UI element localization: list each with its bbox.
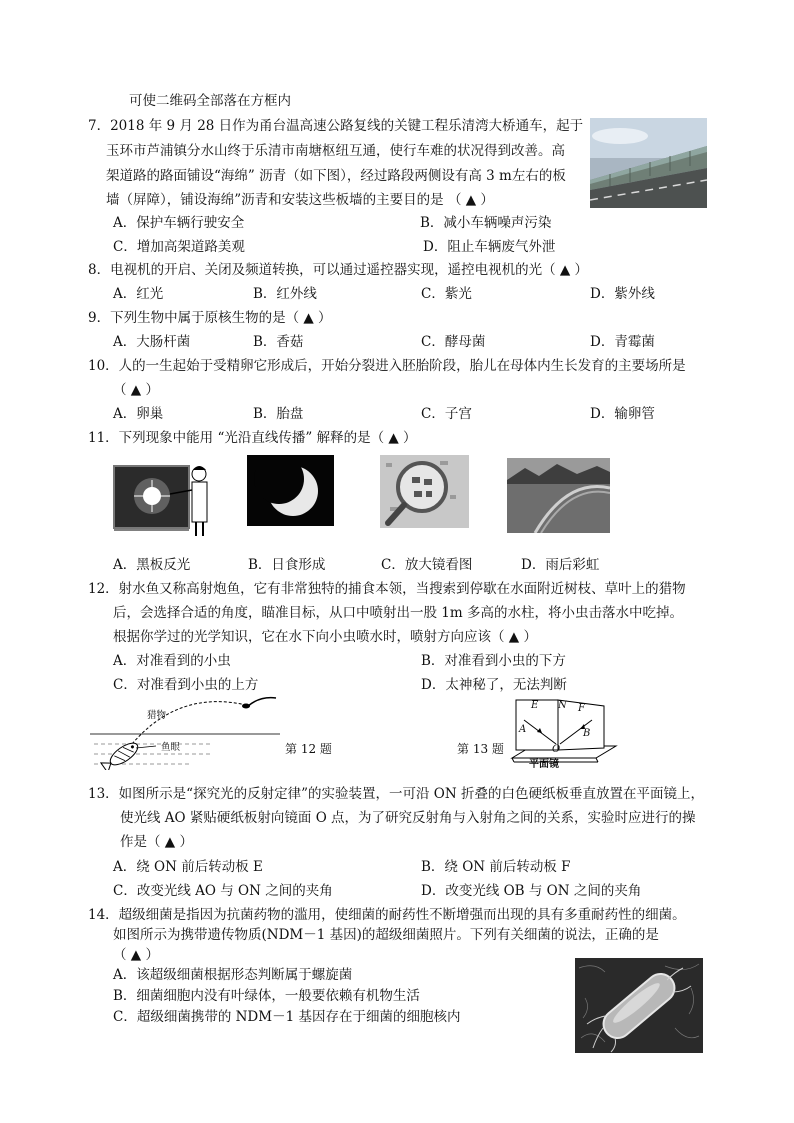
intro-line: 可使二维码全部落在方框内 <box>129 93 291 109</box>
q10-option-b[interactable]: B．胎盘 <box>253 406 304 422</box>
q14-option-c[interactable]: C．超级细菌携带的 NDM－1 基因存在于细菌的细胞核内 <box>113 1009 461 1025</box>
q7-line-3: 架道路的路面铺设“海绵” 沥青（如下图），经过路段两侧设有高 3 m左右的板 <box>106 168 566 184</box>
q12-option-d[interactable]: D．太神秘了，无法判断 <box>421 677 567 693</box>
q14-line-3: （ ▲ ） <box>113 947 159 963</box>
figure-13-caption: 第 13 题 <box>457 742 504 756</box>
figure-12-caption: 第 12 题 <box>285 742 332 756</box>
q11-option-d[interactable]: D．雨后彩虹 <box>521 557 600 573</box>
q12-option-c[interactable]: C．对准看到小虫的上方 <box>113 677 259 693</box>
q8-option-d[interactable]: D．紫外线 <box>590 286 655 302</box>
q13-option-b[interactable]: B．绕 ON 前后转动板 F <box>421 859 571 875</box>
q7-option-d[interactable]: D．阻止车辆废气外泄 <box>423 239 556 255</box>
q9-stem: 9．下列生物中属于原核生物的是（ ▲ ） <box>88 310 332 326</box>
label-a: A <box>519 724 527 735</box>
q9-option-a[interactable]: A．大肠杆菌 <box>113 334 191 350</box>
q10-line-1: 10．人的一生起始于受精卵它形成后，开始分裂进入胚胎阶段，胎儿在母体内生长发育的主要场所是 <box>88 358 686 374</box>
q9-option-c[interactable]: C．酵母菌 <box>421 334 486 350</box>
q10-option-c[interactable]: C．子宫 <box>421 406 472 422</box>
q12-option-a[interactable]: A．对准看到的小虫 <box>113 653 231 669</box>
q13-option-c[interactable]: C．改变光线 AO 与 ON 之间的夹角 <box>113 883 333 899</box>
label-n: N <box>558 700 567 711</box>
label-b: B <box>583 728 591 739</box>
blackboard-glare-image <box>112 460 213 540</box>
q10-option-d[interactable]: D．输卵管 <box>590 406 655 422</box>
label-f: F <box>578 703 585 714</box>
q7-option-b[interactable]: B．减小车辆噪声污染 <box>420 215 552 231</box>
label-e: E <box>531 700 539 711</box>
q13-line-2: 使光线 AO 紧贴硬纸板射向镜面 O 点，为了研究反射角与入射角之间的关系，实验时应进行的操 <box>120 810 696 826</box>
q14-line-1: 14．超级细菌是指因为抗菌药物的滥用，使细菌的耐药性不断增强而出现的具有多重耐药性的细菌。 <box>88 907 686 923</box>
q7-option-c[interactable]: C．增加高架道路美观 <box>113 239 245 255</box>
q12-line-2: 后，会选择合适的角度，瞄准目标，从口中喷射出一股 1m 多高的水柱，将小虫击落水中吃掉。 <box>113 605 683 621</box>
q9-option-b[interactable]: B．香菇 <box>253 334 304 350</box>
q12-line-3: 根据你学过的光学知识，它在水下向小虫喷水时，喷射方向应该（ ▲ ） <box>113 629 537 645</box>
q14-line-2: 如图所示为携带遗传物质(NDM－1 基因)的超级细菌照片。下列有关细菌的说法，正确的是 <box>113 927 659 943</box>
q7-option-a[interactable]: A．保护车辆行驶安全 <box>113 215 245 231</box>
q7-line-2: 玉环市芦浦镇分水山终于乐清市南塘枢纽互通，使行车难的状况得到改善。高 <box>106 143 565 159</box>
rainbow-image <box>507 458 610 533</box>
mirror-label: 平面镜 <box>529 759 559 770</box>
q8-option-b[interactable]: B．红外线 <box>253 286 317 302</box>
q13-option-d[interactable]: D．改变光线 OB 与 ON 之间的夹角 <box>421 883 642 899</box>
q11-stem: 11．下列现象中能用 “光沿直线传播” 解释的是（ ▲ ） <box>88 430 417 446</box>
highway-photo <box>590 118 707 208</box>
q14-option-b[interactable]: B．细菌细胞内没有叶绿体，一般要依赖有机物生活 <box>113 988 420 1004</box>
solar-eclipse-image <box>247 455 334 526</box>
q11-option-b[interactable]: B．日食形成 <box>248 557 326 573</box>
q13-line-1: 13．如图所示是“探究光的反射定律”的实验装置，一可沿 ON 折叠的白色硬纸板垂直放置在平面镜上， <box>88 786 704 802</box>
archer-fish-diagram <box>90 694 280 770</box>
label-o: O <box>552 744 561 755</box>
q13-option-a[interactable]: A．绕 ON 前后转动板 E <box>113 859 263 875</box>
magnifier-image <box>380 455 469 528</box>
q10-option-a[interactable]: A．卵巢 <box>113 406 164 422</box>
q7-line-1: 7．2018 年 9 月 28 日作为甬台温高速公路复线的关键工程乐清湾大桥通车，起于 <box>88 118 584 134</box>
q12-line-1: 12．射水鱼又称高射炮鱼，它有非常独特的捕食本领，当搜索到停歇在水面附近树枝、草叶上的猎物 <box>88 581 686 597</box>
q8-option-a[interactable]: A．红光 <box>113 286 164 302</box>
q11-option-a[interactable]: A．黑板反光 <box>113 557 191 573</box>
q13-line-3: 作是（ ▲ ） <box>120 834 193 850</box>
q11-option-c[interactable]: C．放大镜看图 <box>381 557 473 573</box>
prey-label: 猎物 <box>147 710 167 721</box>
q14-option-a[interactable]: A．该超级细菌根据形态判断属于螺旋菌 <box>113 967 353 983</box>
q7-line-4: 墙（屏障），铺设海绵”沥青和安装这些板墙的主要目的是 （ ▲ ） <box>106 192 494 208</box>
q8-stem: 8．电视机的开启、关闭及频道转换，可以通过遥控器实现，遥控电视机的光（ ▲ ） <box>88 262 589 278</box>
q9-option-d[interactable]: D．青霉菌 <box>590 334 655 350</box>
q8-option-c[interactable]: C．紫光 <box>421 286 472 302</box>
q10-line-2: （ ▲ ） <box>113 382 159 398</box>
superbug-micrograph <box>575 958 703 1053</box>
q12-option-b[interactable]: B．对准看到小虫的下方 <box>421 653 566 669</box>
fish-eye-label: 鱼眼 <box>161 742 181 753</box>
